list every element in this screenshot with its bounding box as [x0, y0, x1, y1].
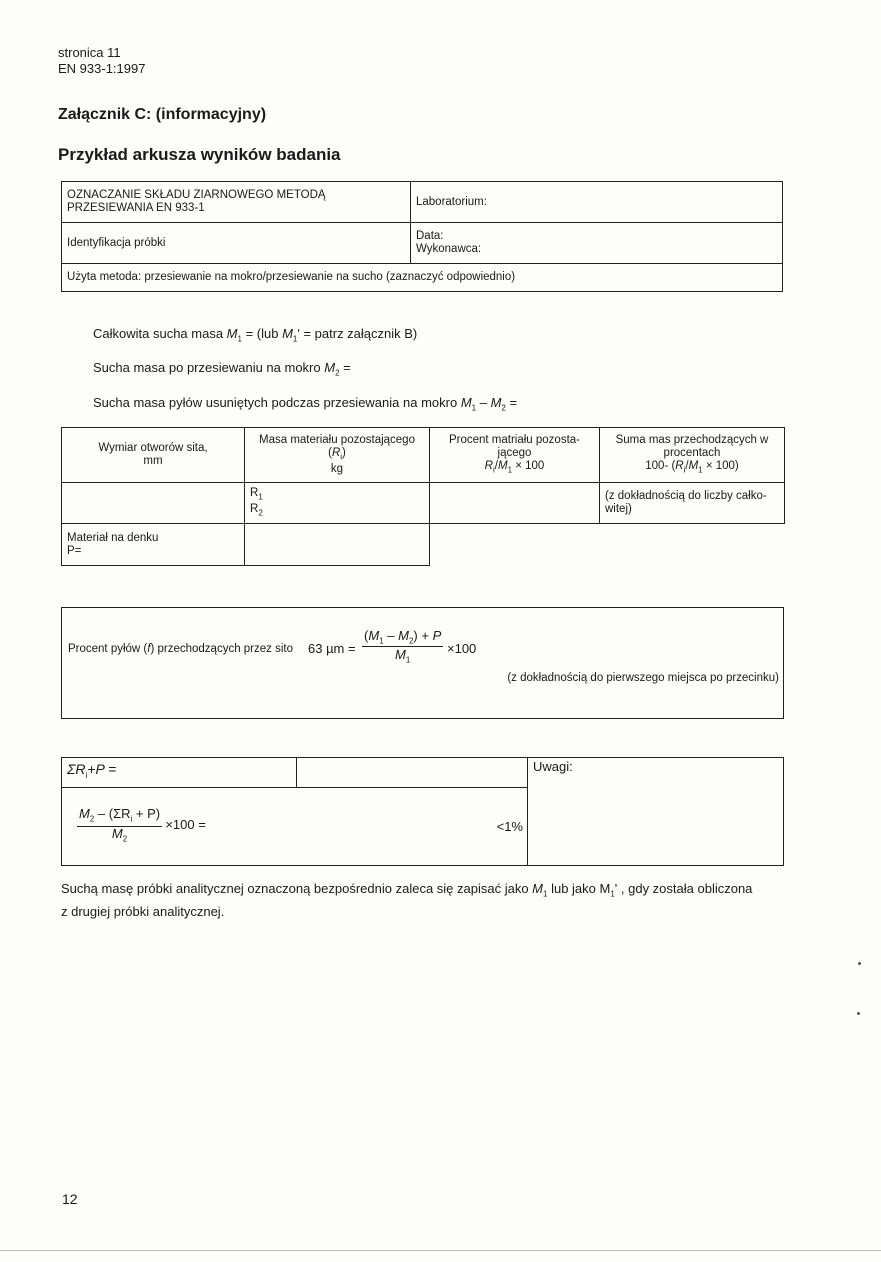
method-used-label: Użyta metoda: przesiewanie na mokro/przesiewanie na sucho (zaznaczyć odpowiednio) — [67, 271, 516, 283]
laboratory-label: Laboratorium: — [416, 195, 487, 208]
loss-fraction: $\frac{M_2 - (\Sigma R_i + P)}{M_2}$ — [79, 806, 161, 844]
fines-sieve: 63 µm = — [308, 641, 356, 656]
page-label: stronica 11 — [58, 45, 121, 60]
loss-limit: <1% — [496, 819, 523, 834]
remarks-cell — [528, 758, 784, 866]
passing-precision-cell: (z dokładnością do liczby całko- witej) — [600, 483, 785, 524]
method-title-line2: PRZESIEWANIA EN 933-1 — [67, 202, 205, 214]
scan-speck — [858, 962, 861, 965]
aperture-cell — [62, 483, 245, 524]
loss-check-cell — [62, 788, 528, 866]
fines-removed-mass-line: Sucha masa pyłów usuniętych podczas przesiewania na mokro $M_1 - M_2$ = — [93, 395, 518, 413]
scan-edge-line — [0, 1250, 881, 1251]
retained-percent-cell — [430, 483, 600, 524]
footnote-line2: z drugiej próbki analitycznej. — [61, 903, 225, 919]
date-label: Data: — [416, 230, 444, 242]
sieve-results-table — [61, 427, 785, 566]
scan-speck — [857, 1012, 860, 1015]
date-operator-cell — [411, 223, 783, 264]
total-dry-mass-line: Całkowita sucha masa $M_1 = (lub$ $M_1'$ = patrz załącznik B) — [93, 326, 418, 344]
loss-multiplier: ×100 = — [165, 817, 206, 833]
laboratory-cell — [411, 182, 783, 223]
page-number: 12 — [62, 1191, 78, 1207]
method-used-cell — [62, 264, 783, 292]
sum-value-cell — [297, 758, 528, 788]
col-aperture-header: Wymiar otworów sita, mm — [62, 428, 245, 483]
sum-cell: $\Sigma R_i+P$ = — [62, 758, 297, 788]
sample-id-label: Identyfikacja próbki — [67, 236, 166, 249]
sample-id-cell — [62, 223, 411, 264]
annex-title: Załącznik C: (informacyjny) — [58, 106, 267, 123]
method-title-cell — [62, 182, 411, 223]
footnote-line1: Suchą masę próbki analitycznej oznaczoną bezpośrednio zaleca się zapisać jako $M_1$ lub jako $M_1'$ , gdy została obliczona — [61, 881, 753, 899]
retained-mass-cell: $R_1$ $R_2$ — [245, 483, 430, 524]
footnote — [61, 880, 791, 920]
standard-code: EN 933-1:1997 — [58, 61, 146, 76]
operator-label: Wykonawca: — [416, 243, 482, 255]
method-title-line1: OZNACZANIE SKŁADU ZIARNOWEGO METODĄ — [67, 189, 326, 201]
fines-fraction: $\frac{(M_1 - M_2) + P}{M_1}$ — [364, 628, 442, 665]
col-retained-mass-header: Masa materiału pozostającego $(R_i)$ kg — [245, 428, 430, 483]
wet-sieved-mass-line: Sucha masa po przesiewaniu na mokro $M_2$ = — [93, 360, 351, 378]
header-table — [61, 181, 783, 292]
remarks-label: Uwagi: — [533, 759, 573, 774]
fines-label: Procent pyłów (f) przechodzących przez sito — [68, 643, 294, 655]
fines-percentage-box — [61, 607, 784, 719]
pan-value-cell — [245, 524, 430, 566]
check-table — [61, 757, 784, 866]
main-title: Przykład arkusza wyników badania — [58, 145, 341, 164]
fines-multiplier: ×100 — [447, 641, 477, 656]
fines-precision-note: (z dokładnością do pierwszego miejsca po przecinku) — [507, 672, 779, 684]
pan-label-cell: Materiał na denku P= — [62, 524, 245, 566]
col-retained-percent-header: Procent matriału pozosta- jącego $R_i/M_1 \times 100$ — [430, 428, 600, 483]
col-passing-percent-header: Suma mas przechodzących w procentach 100- $(R_i/M_1 \times 100)$ — [600, 428, 785, 483]
